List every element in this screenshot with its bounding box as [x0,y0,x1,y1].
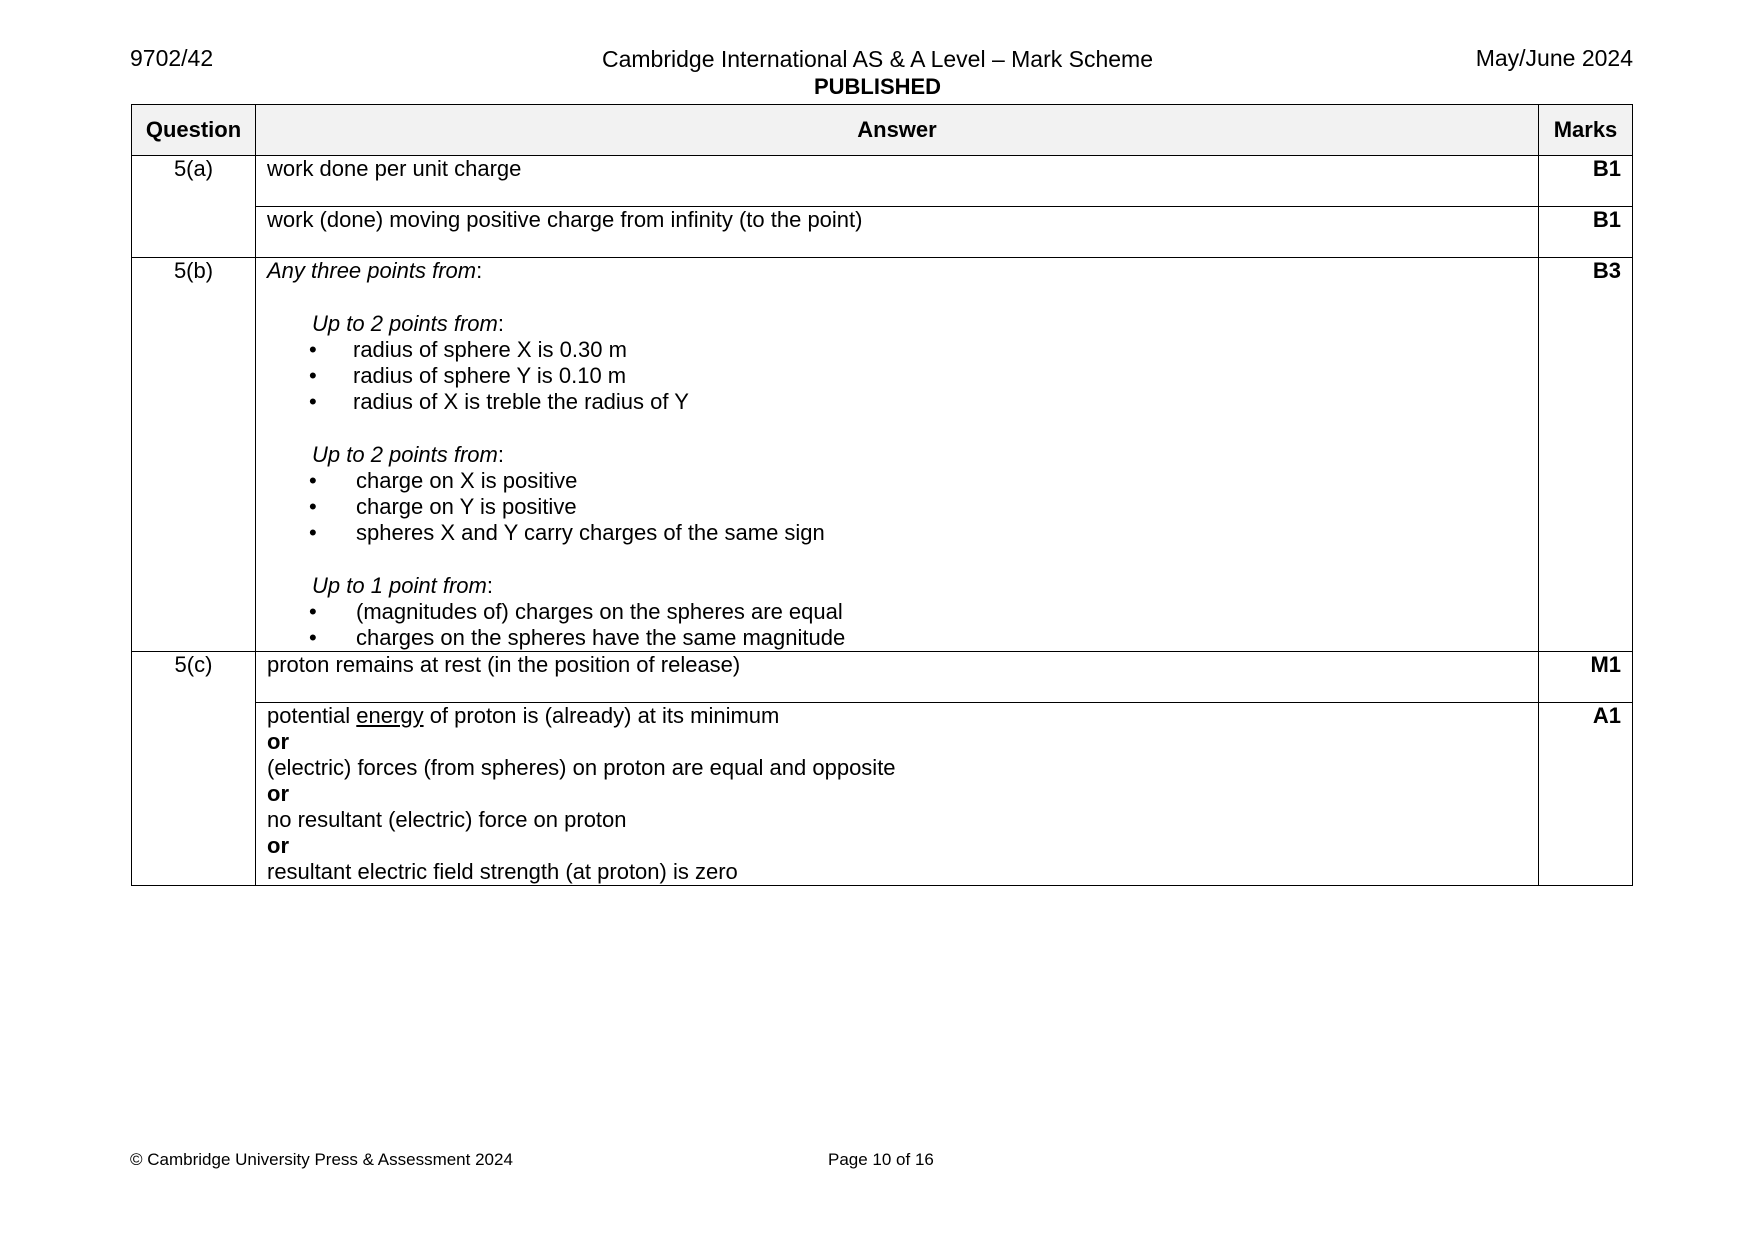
exam-session: May/June 2024 [1475,45,1633,71]
list-item: • radius of sphere X is 0.30 m [267,337,1527,363]
or-separator: or [267,833,289,858]
table-row [132,207,1633,258]
document-title: Cambridge International AS & A Level – Mark Scheme [601,46,1154,72]
underlined-keyword: energy [356,703,424,728]
question-number: 5(c) [132,652,256,886]
table-row [132,652,1633,703]
answer-cell: work (done) moving positive charge from infinity (to the point) [256,207,1539,258]
mark-cell: A1 [1539,703,1633,886]
answer-line: no resultant (electric) force on proton [267,807,627,832]
point-group-title: Up to 2 points from: [312,311,504,336]
answer-cell: work done per unit charge [256,156,1539,207]
mark-cell: B3 [1539,258,1633,652]
table-row [132,258,1633,652]
copyright-notice: © Cambridge University Press & Assessment 2024 [130,1150,513,1169]
list-item: • radius of sphere Y is 0.10 m [267,363,1527,389]
answer-line: (electric) forces (from spheres) on proton are equal and opposite [267,755,896,780]
list-item: • radius of X is treble the radius of Y [267,389,1527,415]
question-column-header: Question [132,105,256,156]
paper-code: 9702/42 [130,45,214,71]
point-group-title: Up to 2 points from: [312,442,504,467]
or-separator: or [267,729,289,754]
table-header-row [132,105,1633,156]
answer-line: potential energy of proton is (already) at its minimum [267,703,780,728]
bullet-list [267,468,1527,546]
bullet-list [267,337,1527,415]
mark-cell: B1 [1539,207,1633,258]
answer-column-header: Answer [256,105,1539,156]
mark-cell: B1 [1539,156,1633,207]
table-row [132,703,1633,886]
point-group-title: Up to 1 point from: [312,573,493,598]
question-number: 5(a) [132,156,256,258]
published-label: PUBLISHED [813,74,942,99]
table-row [132,156,1633,207]
page-number: Page 10 of 16 [828,1150,934,1169]
answer-cell [256,258,1539,652]
marks-column-header: Marks [1539,105,1633,156]
mark-cell: M1 [1539,652,1633,703]
mark-scheme-table [131,104,1633,886]
list-item: • charges on the spheres have the same magnitude [267,625,1527,651]
or-separator: or [267,781,289,806]
question-number: 5(b) [132,258,256,652]
list-item: • charge on Y is positive [267,494,1527,520]
bullet-list [267,599,1527,651]
list-item: • (magnitudes of) charges on the spheres are equal [267,599,1527,625]
list-item: • spheres X and Y carry charges of the same sign [267,520,1527,546]
answer-cell [256,703,1539,886]
list-item: • charge on X is positive [267,468,1527,494]
answer-intro: Any three points from: [267,258,483,283]
answer-line: resultant electric field strength (at proton) is zero [267,859,738,884]
answer-cell: proton remains at rest (in the position of release) [256,652,1539,703]
